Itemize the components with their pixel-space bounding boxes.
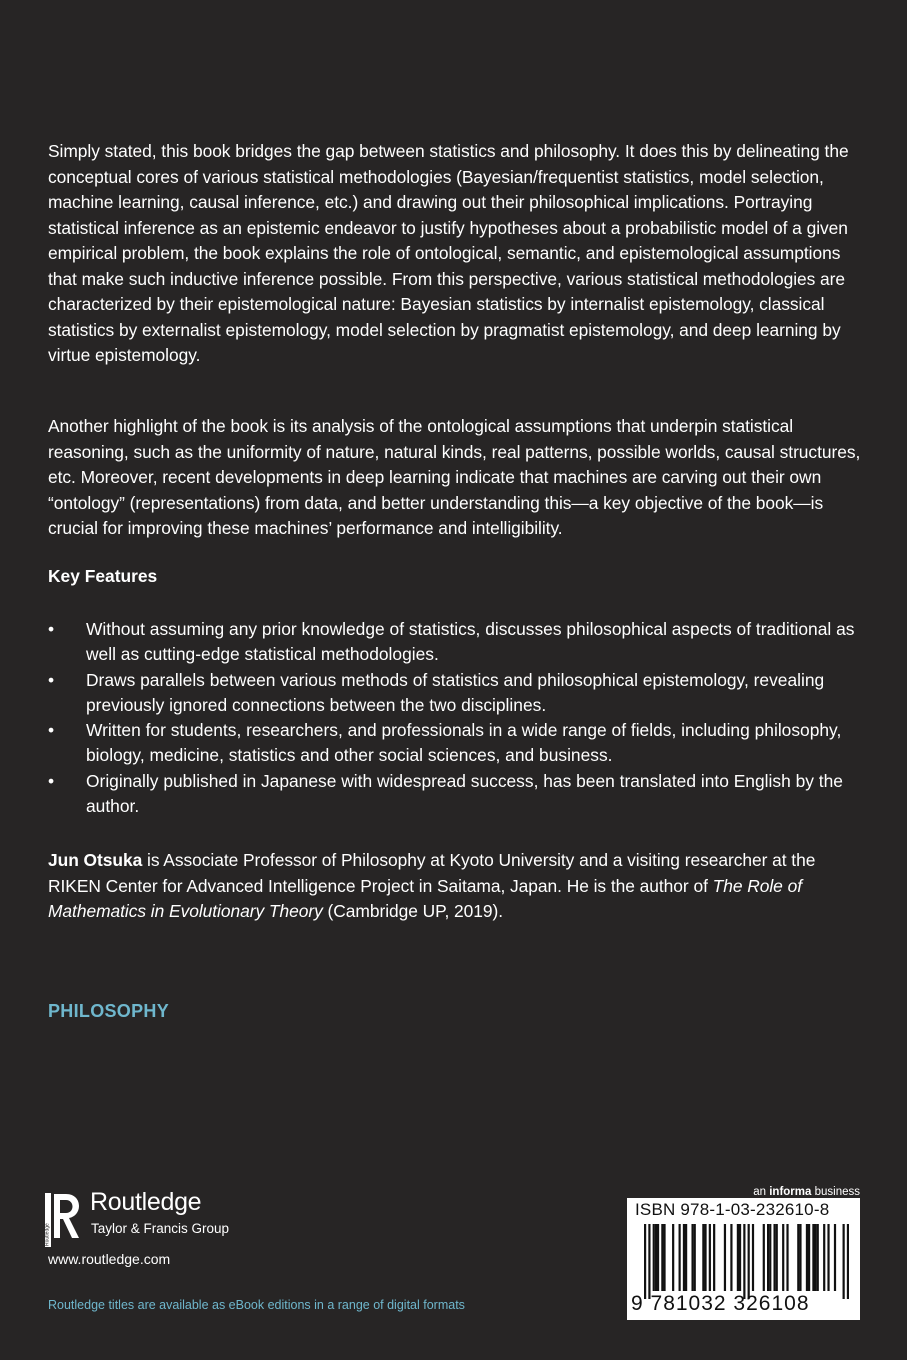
barcode-bar [799,1224,801,1291]
barcode-bar [737,1224,739,1291]
barcode-bar [704,1224,706,1291]
barcode-bar [823,1224,825,1291]
barcode-bar [806,1224,808,1291]
barcode-bar [644,1224,646,1299]
barcode-bar [782,1224,784,1291]
description-paragraph-1: Simply stated, this book bridges the gap between statistics and philosophy. It does this by delineating the conceptual cores of various statistical methodologies (Bayesian/frequentist statistics, model selection, machine learning, causal inference, etc.) and drawing out their philosophical implications. Portraying statistical inference as an epistemic endeavor to justify hypotheses about a probabilistic model of a given empirical problem, the book explains the role of ontological, semantic, and epistemological assumptions that make such inductive inference possible. From this perspective, various statistical methodologies are characterized by their epistemological nature: Bayesian statistics by internalist epistemology, classical statistics by externalist epistemology, model selection by pragmatist epistemology, and deep learning by virtue epistemology. [48,141,849,365]
barcode-bar [743,1224,745,1299]
publisher-website[interactable]: www.routledge.com [48,1251,171,1267]
barcode-bar [752,1224,754,1291]
list-item [48,769,863,820]
barcode-bar [683,1224,685,1291]
author-bio-end: (Cambridge UP, 2019). [322,901,504,921]
bullet-icon: • [48,669,55,690]
author-name: Jun Otsuka [48,850,143,870]
informa-prefix: an [753,1186,767,1198]
author-book-title: The Role of Mathematics in Evolutionary Theory [48,875,802,921]
barcode-bar [663,1224,665,1291]
publisher-group: Taylor & Francis Group [91,1221,230,1236]
barcode-bar [661,1224,663,1291]
barcode-bar [739,1224,741,1291]
barcode-bar [702,1224,704,1291]
isbn-text: ISBN 978-1-03-232610-8 [635,1200,830,1219]
barcode-bar [827,1224,829,1291]
author-bio-text: is Associate Professor of Philosophy at Kyoto University and a visiting researcher at the RIKEN Center for Advanced Intelligence Project in Saitama, Japan. He is the author of [48,850,816,896]
barcode-bars [644,1224,849,1299]
barcode-bar [730,1224,732,1291]
feature-text: Draws parallels between various methods of statistics and philosophical epistemology, revealing previously ignored connections between the two disciplines. [86,669,825,715]
barcode-bar [694,1224,696,1291]
feature-text: Without assuming any prior knowledge of statistics, discusses philosophical aspects of traditional as well as cutting-edge statistical methodologies. [86,619,855,665]
barcode-bar [797,1224,799,1291]
barcode-bar [834,1224,836,1291]
barcode-bar [812,1224,814,1291]
logo-vertical-text: Routledge [44,1223,51,1246]
barcode-bar [786,1224,788,1291]
informa-brand: informa [769,1186,812,1198]
list-item [48,617,863,668]
barcode-bar [769,1224,771,1291]
barcode-bar [653,1224,655,1291]
barcode-bar [709,1224,711,1291]
feature-text: Originally published in Japanese with widespread success, has been translated into English by the author. [86,770,843,817]
key-features-list [48,617,863,819]
feature-text: Written for students, researchers, and professionals in a wide range of fields, including philosophy, biology, medicine, statistics and other social sciences, and business. [86,720,842,766]
key-features-heading: Key Features [48,566,158,586]
barcode-label [627,1198,860,1320]
barcode-bar [648,1224,650,1299]
barcode-bar [814,1224,816,1291]
subject-category: PHILOSOPHY [48,1001,170,1021]
ebook-note: Routledge titles are available as eBook editions in a range of digital formats [48,1298,465,1312]
barcode-bar [655,1224,657,1291]
barcode-bar [847,1224,849,1299]
informa-suffix: business [814,1186,860,1198]
barcode-bar [685,1224,687,1291]
routledge-logo-icon [44,1192,82,1248]
barcode-bar [672,1224,674,1291]
description-paragraph-2: Another highlight of the book is its analysis of the ontological assumptions that underpin statistical reasoning, such as the uniformity of nature, natural kinds, real patterns, possible worlds, causal structures, etc. Moreover, recent developments in deep learning indicate that machines are carving out their own “ontology” (representations) from data, and better understanding this—a key objective of the book—is crucial for improving these machines’ performance and intelligibility. [48,416,861,538]
publisher-name: Routledge [90,1188,202,1216]
barcode-bar [679,1224,681,1291]
list-item [48,668,863,719]
informa-tagline [753,1186,860,1198]
list-item [48,718,863,769]
barcode-bar [691,1224,693,1291]
barcode-bar [657,1224,659,1291]
barcode-bar [808,1224,810,1291]
barcode-bar [817,1224,819,1291]
barcode-bar [767,1224,769,1291]
bullet-icon: • [48,770,55,791]
barcode-bar [763,1224,765,1291]
bullet-icon: • [48,720,55,741]
barcode-bar [773,1224,775,1291]
publisher-logo [44,1188,264,1252]
barcode-bar [713,1224,715,1291]
barcode-digits: 9 781032 326108 [631,1292,810,1315]
barcode-bar [748,1224,750,1299]
barcode-bar [776,1224,778,1291]
bullet-icon: • [48,619,55,639]
author-bio [48,848,863,925]
barcode-bar [843,1224,845,1299]
barcode-bar [724,1224,726,1291]
